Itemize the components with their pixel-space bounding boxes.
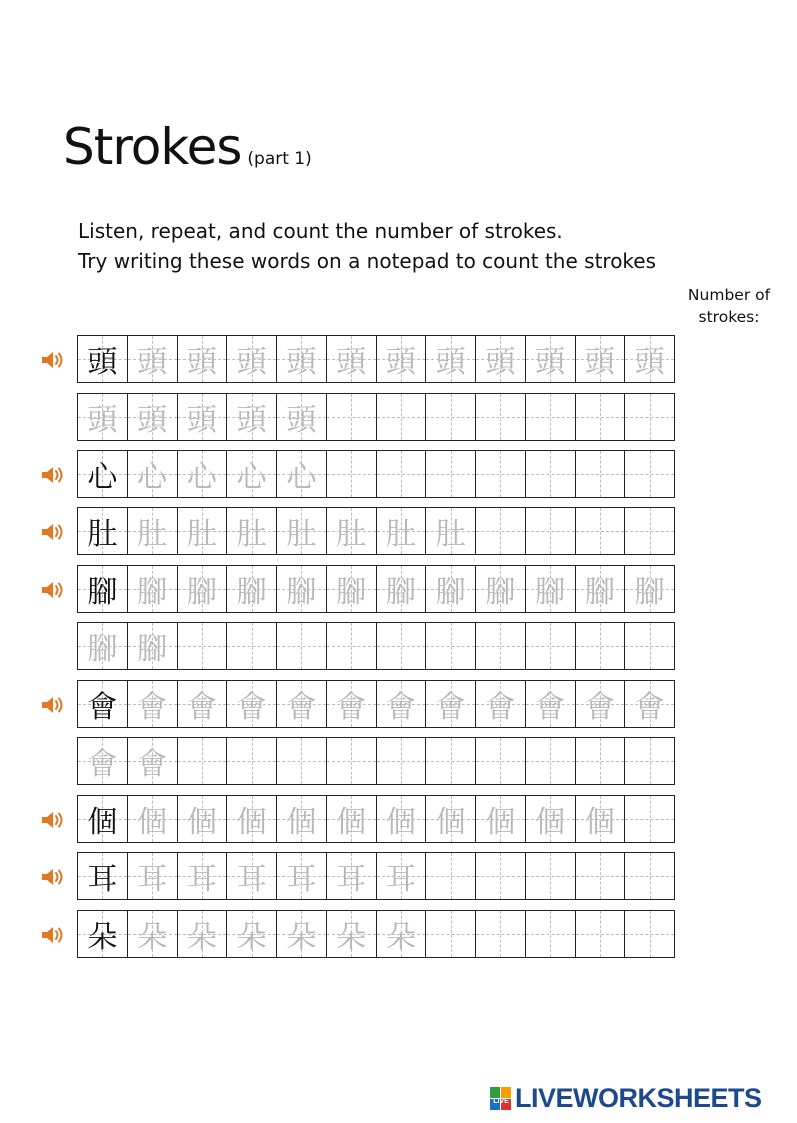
tracing-cell: [127, 336, 177, 382]
trace-character: 個: [485, 805, 516, 840]
tracing-cell: [575, 623, 625, 669]
tracing-cell: [525, 911, 575, 957]
trace-character: 耳: [137, 862, 168, 897]
tracing-cell: [177, 681, 227, 727]
trace-character: 個: [336, 805, 367, 840]
tracing-cell: [177, 738, 227, 784]
trace-character: 腳: [435, 575, 466, 610]
reference-cell: [78, 911, 127, 957]
tracing-cell: [525, 681, 575, 727]
tracing-cell: [475, 911, 525, 957]
tracing-cell: [127, 566, 177, 612]
tracing-cell: [575, 394, 625, 440]
stroke-count-header-line-1: Number of: [687, 286, 771, 304]
tracing-cell: [226, 394, 276, 440]
tracing-cell: [624, 853, 674, 899]
reference-cell: [78, 336, 127, 382]
tracing-cell: [575, 911, 625, 957]
stroke-count-header: [678, 284, 780, 328]
stroke-count-header-line-2: strokes:: [698, 308, 760, 326]
trace-character: 個: [535, 805, 566, 840]
trace-character: 會: [336, 690, 367, 725]
tracing-cell: [525, 853, 575, 899]
tracing-cell: [376, 508, 426, 554]
liveworksheets-logo-icon: [490, 1087, 512, 1111]
title-main: Strokes: [63, 118, 242, 176]
reference-cell: [78, 796, 127, 842]
practice-row: [77, 910, 675, 958]
trace-character: 個: [137, 805, 168, 840]
reference-character: 腳: [87, 575, 118, 610]
tracing-cell: [425, 796, 475, 842]
tracing-cell: [624, 911, 674, 957]
tracing-cell: [326, 738, 376, 784]
trace-character: 頭: [584, 345, 615, 380]
trace-character: 耳: [286, 862, 317, 897]
tracing-cell: [78, 738, 127, 784]
trace-character: 心: [236, 460, 267, 495]
practice-row: [77, 565, 675, 613]
instruction-line-1: Listen, repeat, and count the number of strokes.: [78, 219, 563, 243]
tracing-cell: [575, 738, 625, 784]
tracing-cell: [475, 394, 525, 440]
trace-character: 會: [236, 690, 267, 725]
speaker-icon[interactable]: [40, 349, 66, 371]
trace-character: 肚: [137, 517, 168, 552]
trace-character: 朵: [236, 920, 267, 955]
reference-cell: [78, 566, 127, 612]
trace-character: 腳: [286, 575, 317, 610]
tracing-cell: [127, 508, 177, 554]
trace-character: 肚: [435, 517, 466, 552]
tracing-cell: [475, 566, 525, 612]
trace-character: 會: [485, 690, 516, 725]
trace-character: 肚: [385, 517, 416, 552]
trace-character: 腳: [137, 575, 168, 610]
speaker-icon[interactable]: [40, 464, 66, 486]
trace-character: 頭: [286, 403, 317, 438]
tracing-cell: [624, 394, 674, 440]
tracing-cell: [475, 738, 525, 784]
tracing-cell: [177, 394, 227, 440]
reference-character: 個: [87, 805, 118, 840]
tracing-cell: [624, 623, 674, 669]
reference-character: 頭: [87, 345, 118, 380]
trace-character: 個: [286, 805, 317, 840]
trace-character: 頭: [535, 345, 566, 380]
tracing-cell: [127, 853, 177, 899]
tracing-cell: [575, 508, 625, 554]
trace-character: 腳: [485, 575, 516, 610]
tracing-cell: [425, 394, 475, 440]
tracing-cell: [425, 681, 475, 727]
tracing-cell: [177, 508, 227, 554]
tracing-cell: [525, 623, 575, 669]
brand-name: LIVEWORKSHEETS: [515, 1083, 762, 1113]
trace-character: 會: [535, 690, 566, 725]
tracing-cell: [226, 336, 276, 382]
tracing-cell: [127, 623, 177, 669]
instruction-line-2: Try writing these words on a notepad to count the strokes: [78, 249, 657, 273]
tracing-cell: [226, 738, 276, 784]
tracing-cell: [525, 451, 575, 497]
trace-character: 心: [286, 460, 317, 495]
practice-row: [77, 335, 675, 383]
tracing-cell: [425, 623, 475, 669]
tracing-cell: [475, 681, 525, 727]
practice-row: [77, 393, 675, 441]
reference-character: 朵: [87, 920, 118, 955]
tracing-cell: [525, 738, 575, 784]
practice-row: [77, 450, 675, 498]
trace-character: 個: [236, 805, 267, 840]
tracing-cell: [624, 336, 674, 382]
tracing-cell: [624, 796, 674, 842]
tracing-cell: [575, 336, 625, 382]
tracing-cell: [624, 451, 674, 497]
tracing-cell: [376, 738, 426, 784]
trace-character: 朵: [336, 920, 367, 955]
tracing-cell: [276, 623, 326, 669]
tracing-cell: [525, 394, 575, 440]
trace-character: 腳: [584, 575, 615, 610]
tracing-cell: [425, 853, 475, 899]
trace-character: 腳: [236, 575, 267, 610]
tracing-cell: [624, 738, 674, 784]
tracing-cell: [276, 681, 326, 727]
reference-character: 會: [87, 690, 118, 725]
tracing-cell: [425, 738, 475, 784]
tracing-cell: [226, 853, 276, 899]
reference-cell: [78, 451, 127, 497]
trace-character: 肚: [286, 517, 317, 552]
tracing-cell: [326, 566, 376, 612]
trace-character: 頭: [385, 345, 416, 380]
tracing-cell: [276, 336, 326, 382]
trace-character: 耳: [186, 862, 217, 897]
trace-character: 頭: [236, 345, 267, 380]
title-sub: (part 1): [247, 149, 312, 169]
trace-character: 頭: [336, 345, 367, 380]
tracing-cell: [276, 508, 326, 554]
tracing-cell: [326, 508, 376, 554]
tracing-cell: [276, 451, 326, 497]
tracing-cell: [276, 796, 326, 842]
tracing-cell: [425, 508, 475, 554]
tracing-cell: [276, 566, 326, 612]
trace-character: 耳: [236, 862, 267, 897]
brand-footer: [490, 1083, 762, 1114]
tracing-cell: [127, 911, 177, 957]
tracing-cell: [575, 566, 625, 612]
tracing-cell: [177, 911, 227, 957]
practice-row: [77, 852, 675, 900]
trace-character: 朵: [286, 920, 317, 955]
tracing-cell: [127, 394, 177, 440]
tracing-cell: [226, 623, 276, 669]
trace-character: 會: [137, 690, 168, 725]
trace-character: 會: [584, 690, 615, 725]
tracing-cell: [177, 566, 227, 612]
tracing-cell: [226, 451, 276, 497]
tracing-cell: [326, 853, 376, 899]
tracing-cell: [177, 451, 227, 497]
tracing-cell: [226, 796, 276, 842]
tracing-cell: [326, 796, 376, 842]
trace-character: 耳: [385, 862, 416, 897]
practice-row: [77, 507, 675, 555]
speaker-icon[interactable]: [40, 694, 66, 716]
tracing-cell: [575, 681, 625, 727]
page-title: [63, 112, 312, 182]
tracing-cell: [376, 566, 426, 612]
tracing-cell: [276, 853, 326, 899]
trace-character: 個: [186, 805, 217, 840]
tracing-cell: [177, 796, 227, 842]
tracing-cell: [525, 566, 575, 612]
tracing-cell: [376, 336, 426, 382]
tracing-cell: [475, 451, 525, 497]
trace-character: 腳: [137, 632, 168, 667]
tracing-cell: [226, 681, 276, 727]
tracing-cell: [326, 451, 376, 497]
reference-cell: [78, 853, 127, 899]
tracing-cell: [127, 796, 177, 842]
speaker-icon[interactable]: [40, 521, 66, 543]
trace-character: 腳: [634, 575, 665, 610]
tracing-cell: [127, 738, 177, 784]
practice-row: [77, 622, 675, 670]
speaker-icon[interactable]: [40, 866, 66, 888]
trace-character: 頭: [137, 403, 168, 438]
trace-character: 頭: [87, 403, 118, 438]
trace-character: 肚: [336, 517, 367, 552]
tracing-cell: [575, 853, 625, 899]
practice-row: [77, 795, 675, 843]
tracing-cell: [326, 394, 376, 440]
tracing-cell: [425, 336, 475, 382]
trace-character: 腳: [87, 632, 118, 667]
trace-character: 個: [584, 805, 615, 840]
practice-row: [77, 737, 675, 785]
tracing-cell: [276, 911, 326, 957]
trace-character: 腳: [385, 575, 416, 610]
reference-cell: [78, 508, 127, 554]
trace-character: 頭: [634, 345, 665, 380]
tracing-cell: [575, 451, 625, 497]
trace-character: 會: [435, 690, 466, 725]
trace-character: 頭: [137, 345, 168, 380]
reference-character: 耳: [87, 862, 118, 897]
tracing-cell: [475, 853, 525, 899]
speaker-icon[interactable]: [40, 809, 66, 831]
tracing-cell: [475, 796, 525, 842]
tracing-cell: [226, 566, 276, 612]
practice-row: [77, 680, 675, 728]
tracing-cell: [425, 451, 475, 497]
trace-character: 會: [634, 690, 665, 725]
tracing-cell: [177, 853, 227, 899]
tracing-cell: [575, 796, 625, 842]
trace-character: 會: [186, 690, 217, 725]
tracing-cell: [127, 451, 177, 497]
tracing-cell: [475, 336, 525, 382]
tracing-cell: [376, 853, 426, 899]
tracing-cell: [425, 911, 475, 957]
tracing-cell: [226, 508, 276, 554]
tracing-cell: [475, 508, 525, 554]
trace-character: 個: [385, 805, 416, 840]
tracing-cell: [376, 451, 426, 497]
tracing-cell: [624, 681, 674, 727]
tracing-cell: [276, 394, 326, 440]
tracing-cell: [624, 566, 674, 612]
trace-character: 朵: [137, 920, 168, 955]
tracing-cell: [525, 508, 575, 554]
tracing-cell: [624, 508, 674, 554]
tracing-cell: [376, 394, 426, 440]
trace-character: 腳: [186, 575, 217, 610]
trace-character: 頭: [186, 345, 217, 380]
trace-character: 頭: [286, 345, 317, 380]
tracing-cell: [276, 738, 326, 784]
trace-character: 會: [385, 690, 416, 725]
trace-character: 肚: [186, 517, 217, 552]
tracing-cell: [525, 336, 575, 382]
trace-character: 個: [435, 805, 466, 840]
speaker-icon[interactable]: [40, 579, 66, 601]
tracing-cell: [525, 796, 575, 842]
tracing-cell: [376, 681, 426, 727]
trace-character: 會: [87, 747, 118, 782]
tracing-cell: [127, 681, 177, 727]
trace-character: 腳: [535, 575, 566, 610]
trace-character: 會: [137, 747, 168, 782]
trace-character: 朵: [385, 920, 416, 955]
tracing-cell: [226, 911, 276, 957]
reference-cell: [78, 681, 127, 727]
tracing-cell: [376, 623, 426, 669]
tracing-cell: [78, 623, 127, 669]
trace-character: 頭: [485, 345, 516, 380]
tracing-cell: [326, 336, 376, 382]
tracing-cell: [475, 623, 525, 669]
tracing-cell: [177, 336, 227, 382]
trace-character: 朵: [186, 920, 217, 955]
tracing-cell: [78, 394, 127, 440]
tracing-cell: [177, 623, 227, 669]
trace-character: 腳: [336, 575, 367, 610]
trace-character: 心: [137, 460, 168, 495]
trace-character: 會: [286, 690, 317, 725]
tracing-cell: [326, 681, 376, 727]
trace-character: 頭: [236, 403, 267, 438]
speaker-icon[interactable]: [40, 924, 66, 946]
svg-text:LIVE: LIVE: [493, 1097, 509, 1105]
trace-character: 耳: [336, 862, 367, 897]
reference-character: 心: [87, 460, 118, 495]
reference-character: 肚: [87, 517, 118, 552]
trace-character: 頭: [186, 403, 217, 438]
tracing-cell: [326, 623, 376, 669]
trace-character: 心: [186, 460, 217, 495]
tracing-cell: [376, 911, 426, 957]
trace-character: 肚: [236, 517, 267, 552]
tracing-cell: [326, 911, 376, 957]
tracing-cell: [376, 796, 426, 842]
trace-character: 頭: [435, 345, 466, 380]
tracing-cell: [425, 566, 475, 612]
